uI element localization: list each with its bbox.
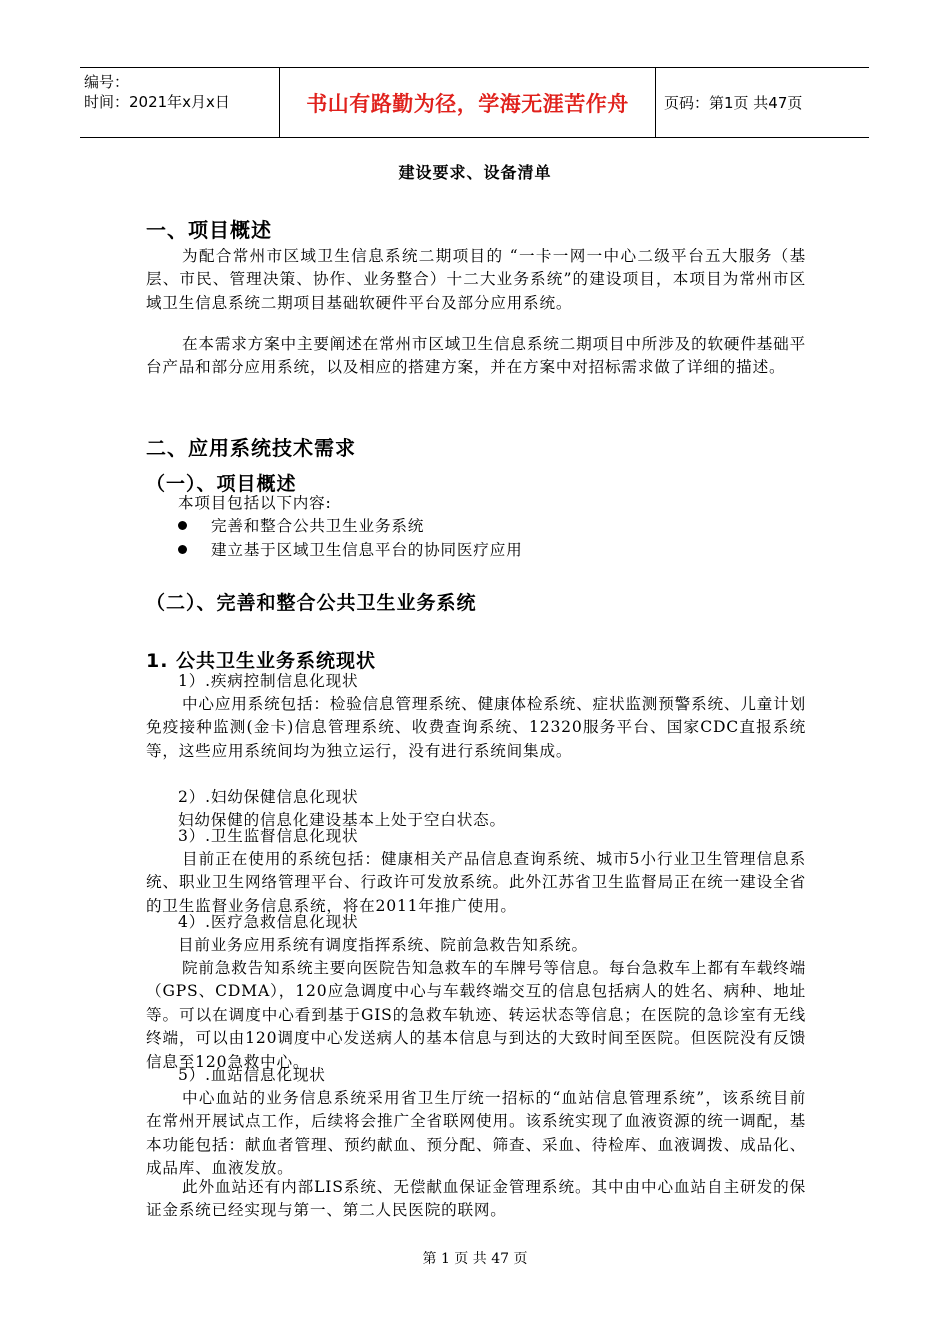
paragraph: 目前业务应用系统有调度指挥系统、院前急救告知系统。 [178, 936, 588, 954]
bullet-icon [178, 545, 187, 554]
subsection-heading: （一）、项目概述 [146, 473, 297, 495]
document-title: 建设要求、设备清单 [398, 163, 552, 182]
bullet-icon [178, 521, 187, 530]
paragraph: 妇幼保健的信息化建设基本上处于空白状态。 [178, 811, 506, 829]
page-footer: 第 1 页 共 47 页 [422, 1251, 528, 1267]
paragraph: 中心应用系统包括：检验信息管理系统、健康体检系统、症状监测预警系统、儿童计划免疫接种监测(金卡)信息管理系统、收费查询系统、12320服务平台、国家CDC直报系统等，这些应用系统间均为独立运行，没有进行系统间集成。 [146, 695, 806, 760]
header-slogan-cell [280, 68, 656, 137]
header-table [80, 67, 869, 138]
subsection-heading: （二）、完善和整合公共卫生业务系统 [146, 592, 477, 614]
paragraph: 目前正在使用的系统包括：健康相关产品信息查询系统、城市5小行业卫生管理信息系统、职业卫生网络管理平台、行政许可发放系统。此外江苏省卫生监督局正在统一建设全省的卫生监督业务信息系统，将在2011年推广使用。 [146, 850, 806, 915]
page-info: 页码：第1页 共47页 [664, 94, 803, 112]
number-label: 编号： [84, 73, 130, 91]
section-heading: 二、应用系统技术需求 [146, 436, 356, 460]
header-meta [80, 68, 280, 137]
item-heading: 1. 公共卫生业务系统现状 [146, 650, 377, 672]
subitem-title: 5）.血站信息化现状 [178, 1066, 326, 1084]
list-item: 建立基于区域卫生信息平台的协同医疗应用 [178, 539, 522, 562]
subitem-title: 2）.妇幼保健信息化现状 [178, 788, 359, 806]
paragraph: 在本需求方案中主要阐述在常州市区域卫生信息系统二期项目中所涉及的软硬件基础平台产品和部分应用系统，以及相应的搭建方案，并在方案中对招标需求做了详细的描述。 [146, 335, 806, 377]
subitem-title: 3）.卫生监督信息化现状 [178, 827, 359, 845]
time-label: 时间：2021年x月x日 [84, 93, 230, 111]
subitem-title: 1）.疾病控制信息化现状 [178, 672, 359, 690]
subitem-title: 4）.医疗急救信息化现状 [178, 913, 359, 931]
section-heading: 一、项目概述 [146, 218, 272, 242]
paragraph: 院前急救告知系统主要向医院告知急救车的车牌号等信息。每台急救车上都有车载终端（GPS、CDMA），120应急调度中心与车载终端交互的信息包括病人的姓名、病种、地址等。可以在调度中心看到基于GIS的急救车轨迹、转运状态等信息；在医院的急诊室有无线终端，可以由120调度中心发送病人的基本信息与到达的大致时间至医院。但医院没有反馈信息至120急救中心。 [146, 959, 806, 1071]
slogan: 书山有路勤为径，学海无涯苦作舟 [306, 91, 629, 116]
list-item: 完善和整合公共卫生业务系统 [178, 515, 424, 538]
paragraph: 此外血站还有内部LIS系统、无偿献血保证金管理系统。其中由中心血站自主研发的保证金系统已经实现与第一、第二人民医院的联网。 [146, 1178, 806, 1220]
intro-text: 本项目包括以下内容: [178, 494, 332, 512]
paragraph: 为配合常州市区域卫生信息系统二期项目的 “一卡一网一中心二级平台五大服务（基层、市民、管理决策、协作、业务整合）十二大业务系统”的建设项目，本项目为常州市区域卫生信息系统二期项目基础软硬件平台及部分应用系统。 [146, 247, 806, 312]
paragraph: 中心血站的业务信息系统采用省卫生厅统一招标的“血站信息管理系统”，该系统目前在常州开展试点工作，后续将会推广全省联网使用。该系统实现了血液资源的统一调配，基本功能包括：献血者管理、预约献血、预分配、筛查、采血、待检库、血液调拨、成品化、成品库、血液发放。 [146, 1089, 806, 1178]
